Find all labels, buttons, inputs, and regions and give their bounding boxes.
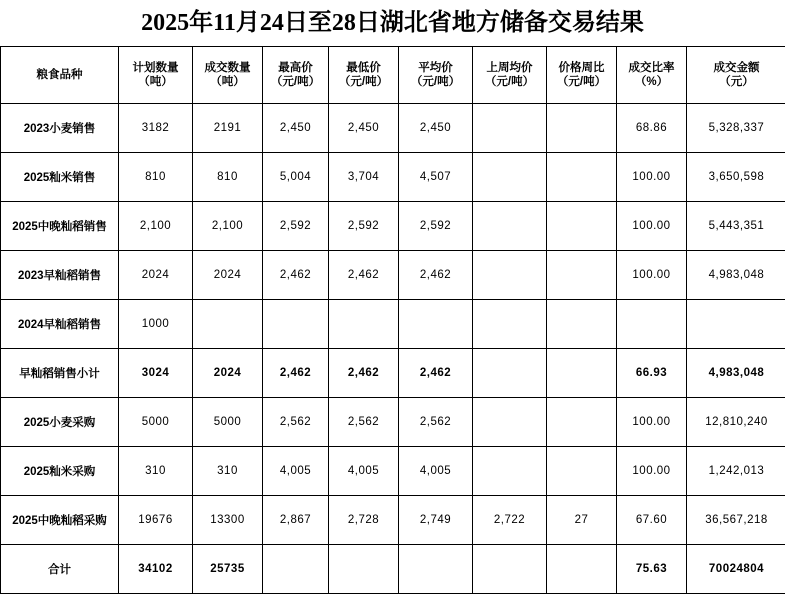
cell-traded-qty: 310 xyxy=(193,447,263,496)
row-label: 2025籼米销售 xyxy=(1,153,119,202)
cell-traded-qty: 810 xyxy=(193,153,263,202)
cell-average-price: 2,562 xyxy=(399,398,473,447)
cell-trade-amount: 5,443,351 xyxy=(687,202,785,251)
cell-traded-qty xyxy=(193,300,263,349)
trade-results-table xyxy=(0,46,785,594)
column-header-traded-qty-line2: （吨） xyxy=(195,75,260,89)
column-header-trade-amount-line1: 成交金额 xyxy=(689,61,784,75)
column-header-lowest-price-line2: （元/吨） xyxy=(331,75,396,89)
cell-highest-price: 2,867 xyxy=(263,496,329,545)
cell-planned-qty: 3182 xyxy=(119,104,193,153)
cell-average-price: 2,450 xyxy=(399,104,473,153)
cell-price-weekly-change xyxy=(547,104,617,153)
cell-lowest-price: 2,462 xyxy=(329,349,399,398)
cell-traded-qty: 2,100 xyxy=(193,202,263,251)
column-header-price-weekly-change xyxy=(547,47,617,104)
cell-traded-qty: 2024 xyxy=(193,349,263,398)
table-row xyxy=(1,104,785,153)
cell-trade-ratio: 100.00 xyxy=(617,398,687,447)
cell-trade-ratio: 100.00 xyxy=(617,202,687,251)
row-label: 2023小麦销售 xyxy=(1,104,119,153)
cell-traded-qty: 13300 xyxy=(193,496,263,545)
row-label: 2025中晚籼稻销售 xyxy=(1,202,119,251)
cell-trade-amount: 5,328,337 xyxy=(687,104,785,153)
column-header-last-week-average-price-line1: 上周均价 xyxy=(475,61,544,75)
cell-traded-qty: 2024 xyxy=(193,251,263,300)
cell-price-weekly-change xyxy=(547,251,617,300)
cell-highest-price: 4,005 xyxy=(263,447,329,496)
cell-trade-ratio: 66.93 xyxy=(617,349,687,398)
column-header-lowest-price-line1: 最低价 xyxy=(331,61,396,75)
cell-trade-amount: 70024804 xyxy=(687,545,785,594)
column-header-last-week-average-price-line2: （元/吨） xyxy=(475,75,544,89)
table-row xyxy=(1,251,785,300)
row-label: 2025小麦采购 xyxy=(1,398,119,447)
cell-price-weekly-change xyxy=(547,153,617,202)
cell-lowest-price: 2,592 xyxy=(329,202,399,251)
cell-highest-price: 2,462 xyxy=(263,349,329,398)
cell-last-week-average-price xyxy=(473,153,547,202)
cell-trade-amount: 12,810,240 xyxy=(687,398,785,447)
page-title: 2025年11月24日至28日湖北省地方储备交易结果 xyxy=(0,0,785,46)
row-label: 合计 xyxy=(1,545,119,594)
cell-traded-qty: 25735 xyxy=(193,545,263,594)
cell-lowest-price: 4,005 xyxy=(329,447,399,496)
cell-lowest-price: 3,704 xyxy=(329,153,399,202)
table-row-subtotal xyxy=(1,349,785,398)
column-header-price-weekly-change-line2: （元/吨） xyxy=(549,75,614,89)
column-header-traded-qty xyxy=(193,47,263,104)
cell-lowest-price: 2,450 xyxy=(329,104,399,153)
table-row xyxy=(1,398,785,447)
cell-traded-qty: 5000 xyxy=(193,398,263,447)
column-header-planned-qty-line2: （吨） xyxy=(121,75,190,89)
table-body xyxy=(1,104,785,594)
column-header-highest-price-line2: （元/吨） xyxy=(265,75,326,89)
cell-last-week-average-price xyxy=(473,300,547,349)
cell-highest-price xyxy=(263,545,329,594)
cell-trade-amount: 4,983,048 xyxy=(687,251,785,300)
cell-traded-qty: 2191 xyxy=(193,104,263,153)
table-row xyxy=(1,153,785,202)
cell-planned-qty: 2,100 xyxy=(119,202,193,251)
cell-average-price xyxy=(399,545,473,594)
column-header-price-weekly-change-line1: 价格周比 xyxy=(549,61,614,75)
cell-average-price: 2,749 xyxy=(399,496,473,545)
cell-trade-ratio: 100.00 xyxy=(617,153,687,202)
row-label: 2024早籼稻销售 xyxy=(1,300,119,349)
cell-trade-ratio: 100.00 xyxy=(617,251,687,300)
cell-trade-ratio: 75.63 xyxy=(617,545,687,594)
table-header-row xyxy=(1,47,785,104)
column-header-average-price-line2: （元/吨） xyxy=(401,75,470,89)
table-header xyxy=(1,47,785,104)
column-header-variety-line1: 粮食品种 xyxy=(3,68,116,82)
column-header-trade-amount-line2: （元） xyxy=(689,75,784,89)
table-row xyxy=(1,496,785,545)
cell-last-week-average-price xyxy=(473,545,547,594)
cell-last-week-average-price xyxy=(473,104,547,153)
column-header-average-price-line1: 平均价 xyxy=(401,61,470,75)
cell-lowest-price xyxy=(329,545,399,594)
cell-average-price: 2,462 xyxy=(399,349,473,398)
cell-highest-price: 5,004 xyxy=(263,153,329,202)
cell-last-week-average-price xyxy=(473,447,547,496)
cell-average-price: 2,462 xyxy=(399,251,473,300)
cell-trade-ratio: 100.00 xyxy=(617,447,687,496)
cell-trade-amount: 3,650,598 xyxy=(687,153,785,202)
row-label: 2023早籼稻销售 xyxy=(1,251,119,300)
cell-price-weekly-change xyxy=(547,202,617,251)
cell-price-weekly-change xyxy=(547,398,617,447)
cell-planned-qty: 5000 xyxy=(119,398,193,447)
cell-last-week-average-price xyxy=(473,349,547,398)
cell-last-week-average-price: 2,722 xyxy=(473,496,547,545)
column-header-traded-qty-line1: 成交数量 xyxy=(195,61,260,75)
column-header-trade-ratio-line2: （%） xyxy=(619,75,684,89)
cell-trade-ratio: 67.60 xyxy=(617,496,687,545)
cell-average-price: 2,592 xyxy=(399,202,473,251)
cell-last-week-average-price xyxy=(473,398,547,447)
column-header-planned-qty-line1: 计划数量 xyxy=(121,61,190,75)
cell-trade-ratio: 68.86 xyxy=(617,104,687,153)
table-row xyxy=(1,447,785,496)
column-header-average-price xyxy=(399,47,473,104)
cell-last-week-average-price xyxy=(473,202,547,251)
cell-planned-qty: 1000 xyxy=(119,300,193,349)
cell-lowest-price: 2,562 xyxy=(329,398,399,447)
cell-price-weekly-change: 27 xyxy=(547,496,617,545)
column-header-variety xyxy=(1,47,119,104)
cell-last-week-average-price xyxy=(473,251,547,300)
cell-price-weekly-change xyxy=(547,447,617,496)
column-header-trade-ratio-line1: 成交比率 xyxy=(619,61,684,75)
cell-lowest-price: 2,462 xyxy=(329,251,399,300)
cell-average-price: 4,005 xyxy=(399,447,473,496)
column-header-highest-price-line1: 最高价 xyxy=(265,61,326,75)
column-header-trade-ratio xyxy=(617,47,687,104)
table-row xyxy=(1,300,785,349)
table-row-total xyxy=(1,545,785,594)
column-header-highest-price xyxy=(263,47,329,104)
cell-trade-amount: 36,567,218 xyxy=(687,496,785,545)
cell-lowest-price: 2,728 xyxy=(329,496,399,545)
cell-highest-price: 2,450 xyxy=(263,104,329,153)
cell-average-price xyxy=(399,300,473,349)
row-label: 2025中晚籼稻采购 xyxy=(1,496,119,545)
cell-price-weekly-change xyxy=(547,545,617,594)
cell-planned-qty: 19676 xyxy=(119,496,193,545)
cell-highest-price: 2,462 xyxy=(263,251,329,300)
cell-planned-qty: 34102 xyxy=(119,545,193,594)
cell-planned-qty: 310 xyxy=(119,447,193,496)
cell-trade-amount xyxy=(687,300,785,349)
cell-lowest-price xyxy=(329,300,399,349)
cell-highest-price: 2,592 xyxy=(263,202,329,251)
column-header-planned-qty xyxy=(119,47,193,104)
cell-average-price: 4,507 xyxy=(399,153,473,202)
cell-planned-qty: 810 xyxy=(119,153,193,202)
cell-highest-price: 2,562 xyxy=(263,398,329,447)
cell-price-weekly-change xyxy=(547,300,617,349)
cell-highest-price xyxy=(263,300,329,349)
column-header-last-week-average-price xyxy=(473,47,547,104)
column-header-lowest-price xyxy=(329,47,399,104)
cell-planned-qty: 3024 xyxy=(119,349,193,398)
cell-trade-ratio xyxy=(617,300,687,349)
row-label: 早籼稻销售小计 xyxy=(1,349,119,398)
cell-planned-qty: 2024 xyxy=(119,251,193,300)
row-label: 2025籼米采购 xyxy=(1,447,119,496)
cell-trade-amount: 1,242,013 xyxy=(687,447,785,496)
cell-trade-amount: 4,983,048 xyxy=(687,349,785,398)
cell-price-weekly-change xyxy=(547,349,617,398)
table-row xyxy=(1,202,785,251)
column-header-trade-amount xyxy=(687,47,785,104)
